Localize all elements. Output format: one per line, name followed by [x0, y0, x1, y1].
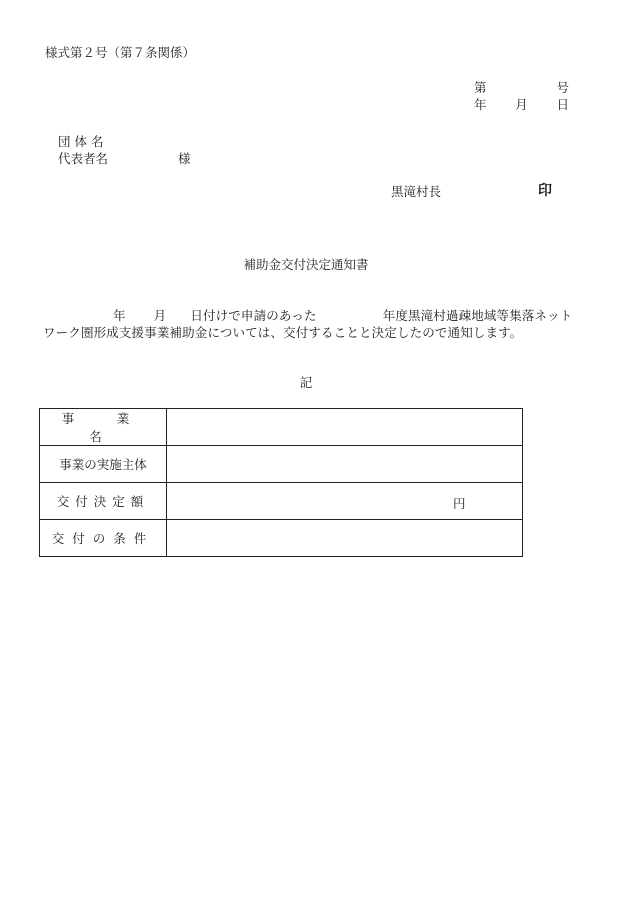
row-value-grant-amount	[167, 483, 523, 520]
number-suffix: 号	[556, 80, 569, 95]
date-year: 年	[474, 97, 487, 112]
body-date-phrase: 日付けで申請のあった	[190, 308, 317, 323]
row-label-grant-amount: 交付決定額	[40, 483, 167, 520]
table-row	[40, 483, 523, 520]
notice-body	[43, 307, 583, 341]
representative-line	[58, 153, 191, 166]
row-value-implementing-body	[167, 446, 523, 483]
ki-mark: 記	[299, 375, 313, 390]
row-value-conditions	[167, 520, 523, 557]
body-month: 月	[153, 308, 167, 323]
date-day: 日	[556, 97, 569, 112]
row-label-conditions: 交付の条件	[40, 520, 167, 557]
yen-unit: 円	[453, 496, 466, 511]
issuer-mayor: 黒滝村長	[391, 184, 442, 199]
representative-label: 代表者名	[58, 151, 109, 166]
table-row	[40, 446, 523, 483]
table-row	[40, 409, 523, 446]
organization-label: 団 体 名	[58, 134, 104, 149]
document-title: 補助金交付決定通知書	[243, 257, 369, 272]
seal-mark: 印	[538, 183, 552, 199]
row-label-implementing-body: 事業の実施主体	[40, 446, 167, 483]
row-value-project-name	[167, 409, 523, 446]
row-label-project-name: 事 業 名	[40, 409, 167, 446]
table-row	[40, 520, 523, 557]
number-prefix: 第	[474, 80, 487, 95]
honorific: 様	[178, 151, 191, 166]
grant-info-table	[39, 408, 523, 557]
body-rest: 年度黒滝村過疎地域等集落ネットワーク圏形成支援事業補助金については、交付することと決定したので通知します。	[43, 308, 573, 340]
date-line	[474, 99, 569, 112]
body-year: 年	[113, 308, 126, 323]
form-number: 様式第２号（第７条関係）	[45, 45, 196, 60]
document-number-line	[474, 82, 569, 95]
date-month: 月	[515, 97, 528, 112]
